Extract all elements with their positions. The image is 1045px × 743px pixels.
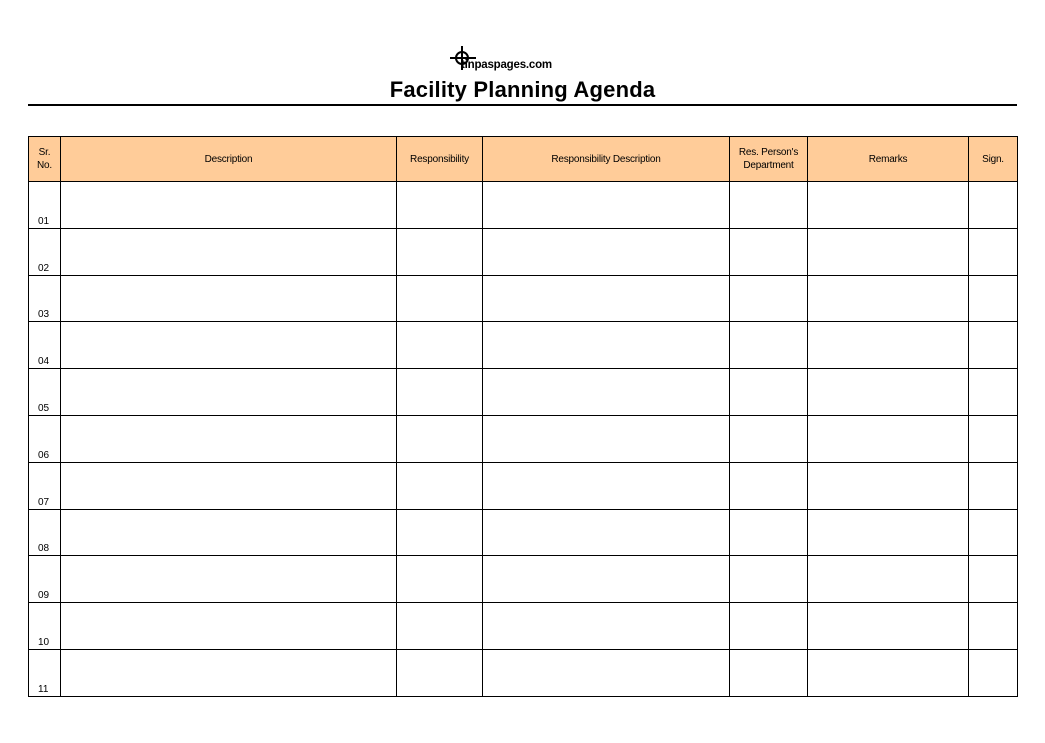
responsibility-cell[interactable] [397, 182, 483, 229]
responsibility-cell[interactable] [397, 509, 483, 556]
responsibility-cell[interactable] [397, 322, 483, 369]
responsibility-cell[interactable] [397, 228, 483, 275]
row-number: 07 [29, 462, 61, 509]
department-cell[interactable] [730, 228, 808, 275]
description-cell[interactable] [61, 369, 397, 416]
row-number: 02 [29, 228, 61, 275]
responsibility-cell[interactable] [397, 556, 483, 603]
responsibility-description-cell[interactable] [483, 603, 730, 650]
responsibility-cell[interactable] [397, 649, 483, 696]
remarks-cell[interactable] [808, 603, 969, 650]
description-cell[interactable] [61, 649, 397, 696]
sign-cell[interactable] [969, 415, 1018, 462]
remarks-cell[interactable] [808, 275, 969, 322]
department-cell[interactable] [730, 415, 808, 462]
department-cell[interactable] [730, 322, 808, 369]
department-cell[interactable] [730, 556, 808, 603]
sign-cell[interactable] [969, 322, 1018, 369]
table-row [29, 275, 1018, 322]
table-header-row [29, 137, 1018, 182]
remarks-cell[interactable] [808, 509, 969, 556]
department-cell[interactable] [730, 462, 808, 509]
description-cell[interactable] [61, 415, 397, 462]
description-cell[interactable] [61, 275, 397, 322]
remarks-cell[interactable] [808, 415, 969, 462]
department-cell[interactable] [730, 369, 808, 416]
header-responsibility: Responsibility [397, 137, 483, 182]
sign-cell[interactable] [969, 228, 1018, 275]
department-cell[interactable] [730, 603, 808, 650]
sign-cell[interactable] [969, 275, 1018, 322]
description-cell[interactable] [61, 182, 397, 229]
table-row [29, 322, 1018, 369]
remarks-cell[interactable] [808, 556, 969, 603]
row-number: 10 [29, 603, 61, 650]
table-row [29, 462, 1018, 509]
responsibility-description-cell[interactable] [483, 322, 730, 369]
row-number: 08 [29, 509, 61, 556]
description-cell[interactable] [61, 228, 397, 275]
agenda-table-body [29, 182, 1018, 697]
sign-cell[interactable] [969, 462, 1018, 509]
department-cell[interactable] [730, 509, 808, 556]
responsibility-description-cell[interactable] [483, 275, 730, 322]
header-department [730, 137, 808, 182]
header-sign: Sign. [969, 137, 1018, 182]
remarks-cell[interactable] [808, 462, 969, 509]
remarks-cell[interactable] [808, 369, 969, 416]
logo-text: tinpaspages.com [461, 59, 552, 71]
remarks-cell[interactable] [808, 228, 969, 275]
row-number: 06 [29, 415, 61, 462]
row-number: 11 [29, 649, 61, 696]
description-cell[interactable] [61, 509, 397, 556]
header-department-line1: Res. Person's [738, 147, 799, 158]
sign-cell[interactable] [969, 509, 1018, 556]
row-number: 03 [29, 275, 61, 322]
responsibility-cell[interactable] [397, 462, 483, 509]
row-number: 01 [29, 182, 61, 229]
description-cell[interactable] [61, 556, 397, 603]
remarks-cell[interactable] [808, 649, 969, 696]
table-row [29, 556, 1018, 603]
row-number: 04 [29, 322, 61, 369]
row-number: 09 [29, 556, 61, 603]
table-row [29, 415, 1018, 462]
header-department-line2: Department [743, 160, 794, 171]
table-row [29, 509, 1018, 556]
table-row [29, 182, 1018, 229]
description-cell[interactable] [61, 603, 397, 650]
responsibility-description-cell[interactable] [483, 556, 730, 603]
responsibility-cell[interactable] [397, 369, 483, 416]
responsibility-description-cell[interactable] [483, 415, 730, 462]
sign-cell[interactable] [969, 182, 1018, 229]
sign-cell[interactable] [969, 369, 1018, 416]
header-sr-no-line2: No. [37, 160, 52, 171]
department-cell[interactable] [730, 275, 808, 322]
header-responsibility-description: Responsibility Description [483, 137, 730, 182]
responsibility-description-cell[interactable] [483, 509, 730, 556]
table-row [29, 228, 1018, 275]
responsibility-description-cell[interactable] [483, 369, 730, 416]
responsibility-description-cell[interactable] [483, 649, 730, 696]
remarks-cell[interactable] [808, 182, 969, 229]
row-number: 05 [29, 369, 61, 416]
header-sr-no [29, 137, 61, 182]
table-row [29, 369, 1018, 416]
header-description: Description [61, 137, 397, 182]
department-cell[interactable] [730, 182, 808, 229]
description-cell[interactable] [61, 322, 397, 369]
page-title: Facility Planning Agenda [389, 77, 656, 102]
responsibility-description-cell[interactable] [483, 182, 730, 229]
remarks-cell[interactable] [808, 322, 969, 369]
header-sr-no-line1: Sr. [38, 147, 51, 158]
site-logo [450, 46, 570, 74]
responsibility-description-cell[interactable] [483, 228, 730, 275]
responsibility-cell[interactable] [397, 415, 483, 462]
header-remarks: Remarks [808, 137, 969, 182]
department-cell[interactable] [730, 649, 808, 696]
responsibility-cell[interactable] [397, 275, 483, 322]
responsibility-cell[interactable] [397, 603, 483, 650]
table-row [29, 649, 1018, 696]
title-divider [28, 104, 1017, 106]
agenda-table [28, 136, 1018, 697]
description-cell[interactable] [61, 462, 397, 509]
sign-cell[interactable] [969, 649, 1018, 696]
sign-cell[interactable] [969, 603, 1018, 650]
responsibility-description-cell[interactable] [483, 462, 730, 509]
sign-cell[interactable] [969, 556, 1018, 603]
table-row [29, 603, 1018, 650]
